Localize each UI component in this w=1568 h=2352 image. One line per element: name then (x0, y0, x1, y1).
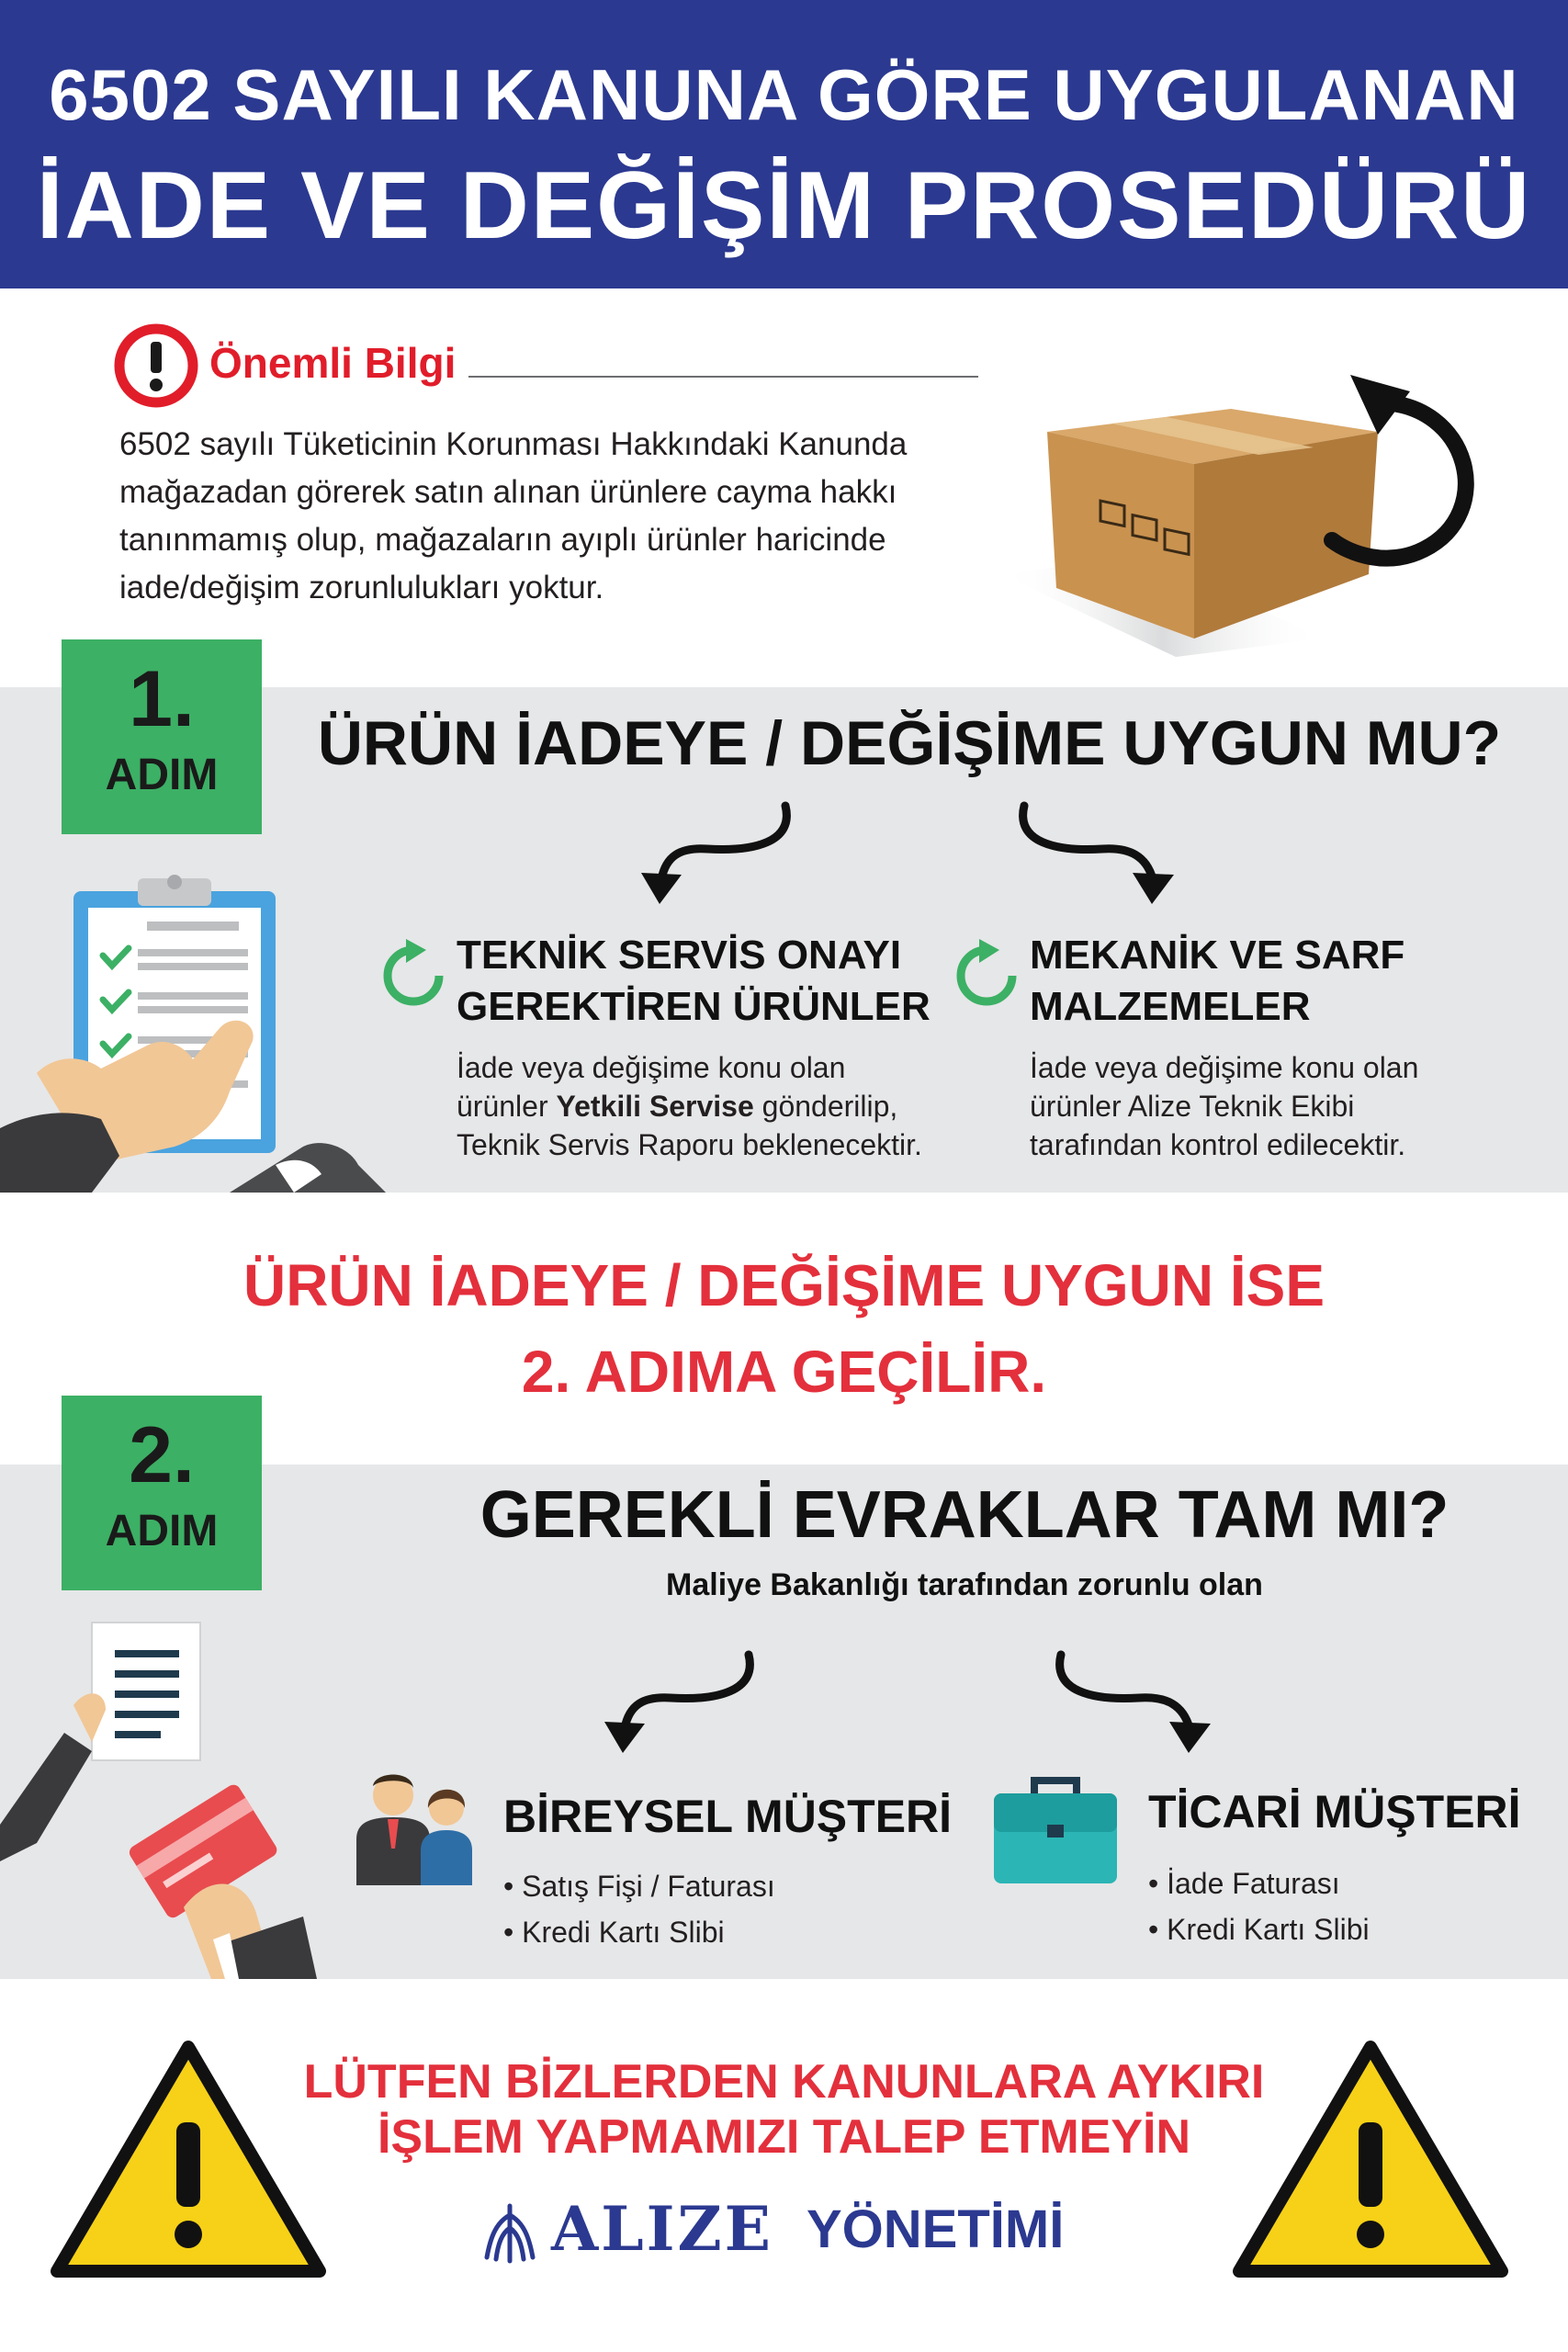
option1-title-line: GEREKTİREN ÜRÜNLER (457, 984, 931, 1029)
option2-title (1030, 930, 1507, 1033)
info-line: tanınmamış olup, mağazaların ayıplı ürünler haricinde (119, 522, 886, 558)
option1-text-line: Teknik Servis Raporu beklenecektir. (457, 1128, 922, 1161)
curved-arrow-left-icon (634, 801, 799, 911)
option1-text-segment: ürünler (457, 1090, 557, 1123)
option2-text (1030, 1048, 1526, 1164)
briefcase-icon (990, 1771, 1121, 1887)
customer2-list (1148, 1860, 1534, 1952)
info-divider (468, 376, 978, 378)
info-text (119, 421, 1029, 612)
brand-name: ALIZE (551, 2193, 773, 2265)
alize-logo-icon (478, 2200, 542, 2267)
transition-line2: 2. ADIMA GEÇİLİR. (521, 1339, 1047, 1405)
customer2-item: • İade Faturası (1148, 1867, 1340, 1900)
step1-question: ÜRÜN İADEYE / DEĞİŞİME UYGUN MU? (317, 708, 1502, 778)
step2-subtitle: Maliye Bakanlığı tarafından zorunlu olan (666, 1567, 1263, 1602)
warning-line1: LÜTFEN BİZLERDEN KANUNLARA AYKIRI (303, 2055, 1265, 2109)
customer1-item: • Satış Fişi / Faturası (503, 1870, 775, 1903)
option1-title (457, 930, 971, 1033)
step2-question: GEREKLİ EVRAKLAR TAM MI? (479, 1478, 1450, 1552)
option1-text-line (457, 1087, 971, 1125)
document-icon (0, 1613, 331, 1979)
info-line: 6502 sayılı Tüketicinin Korunması Hakkındaki Kanunda (119, 426, 908, 462)
customer1-list (503, 1863, 963, 1955)
option2-text-line: tarafından kontrol edilecektir. (1030, 1128, 1406, 1161)
header-title-line2: İADE VE DEĞİŞİM PROSEDÜRÜ (36, 153, 1532, 259)
step1-number: 1. (129, 655, 195, 743)
option1-text-segment: gönderilip, (753, 1090, 898, 1123)
step2-word: ADIM (105, 1507, 219, 1555)
step1-word: ADIM (105, 751, 219, 799)
transition-line1: ÜRÜN İADEYE / DEĞİŞİME UYGUN İSE (243, 1252, 1325, 1318)
refresh-icon (952, 937, 1021, 1016)
clipboard-icon (0, 871, 432, 1193)
info-title: Önemli Bilgi (209, 339, 457, 387)
curved-arrow-left-icon (597, 1650, 762, 1760)
warning-line2: İŞLEM YAPMAMIZI TALEP ETMEYİN (377, 2110, 1191, 2164)
header-title-line1: 6502 SAYILI KANUNA GÖRE UYGULANAN (49, 54, 1519, 135)
option1-title-line: TEKNİK SERVİS ONAYI (457, 933, 902, 978)
step2-number: 2. (129, 1411, 195, 1499)
step2-badge (62, 1396, 262, 1590)
option2-text-line: İade veya değişime konu olan (1030, 1051, 1419, 1084)
exclamation-circle-icon (112, 322, 200, 410)
customer2-title: TİCARİ MÜŞTERİ (1148, 1786, 1521, 1838)
curved-arrow-right-icon (1010, 801, 1185, 911)
customer2-item: • Kredi Kartı Slibi (1148, 1913, 1370, 1946)
customer1-item: • Kredi Kartı Slibi (503, 1916, 725, 1949)
curved-arrow-right-icon (1047, 1650, 1222, 1760)
option2-text-line: ürünler Alize Teknik Ekibi (1030, 1090, 1355, 1123)
info-line: iade/değişim zorunlulukları yoktur. (119, 570, 604, 605)
option1-text (457, 1048, 971, 1164)
info-line: mağazadan görerek satın alınan ürünlere cayma hakkı (119, 474, 897, 510)
step1-badge (62, 639, 262, 834)
brand-suffix: YÖNETİMİ (807, 2199, 1065, 2259)
option1-text-line: İade veya değişime konu olan (457, 1051, 846, 1084)
option1-text-bold: Yetkili Servise (556, 1090, 754, 1123)
people-icon (349, 1766, 487, 1894)
brand-signature (478, 2191, 1121, 2274)
customer1-title: BİREYSEL MÜŞTERİ (503, 1791, 953, 1842)
option2-title-line: MEKANİK VE SARF (1030, 933, 1405, 978)
refresh-icon (378, 937, 448, 1016)
option2-title-line: MALZEMELER (1030, 984, 1311, 1029)
return-arrow-icon (1314, 366, 1497, 595)
